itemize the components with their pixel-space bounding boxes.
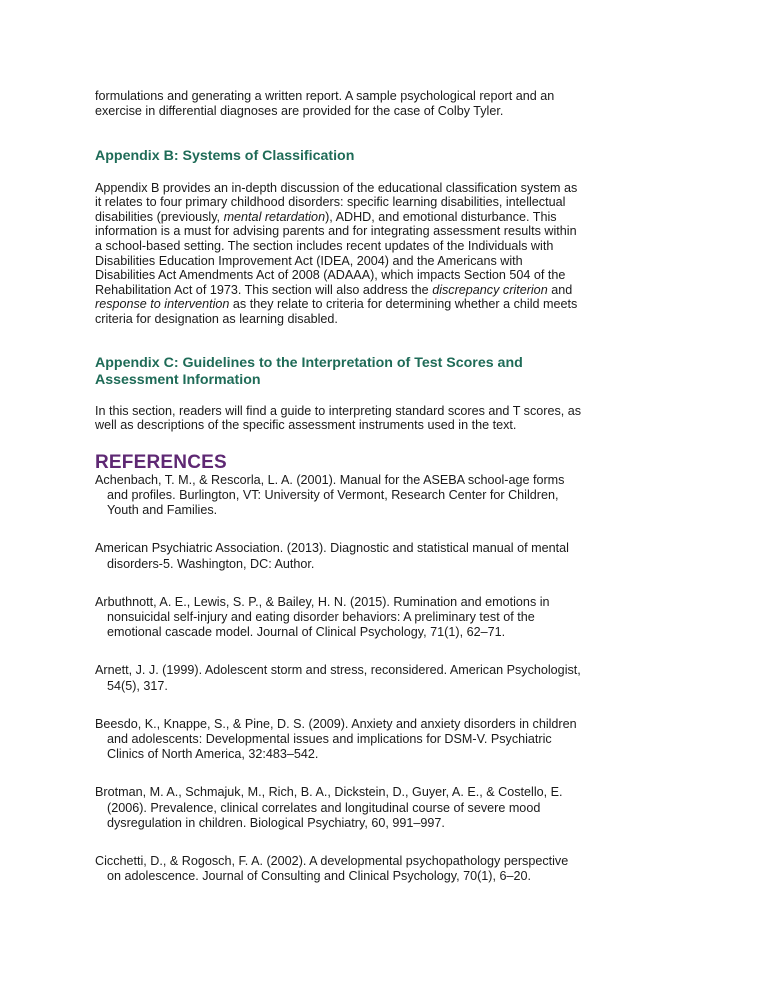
appendix-c-heading: Appendix C: Guidelines to the Interpretation of Test Scores and Assessment Information <box>95 354 523 389</box>
references-list <box>95 473 585 885</box>
references-heading: REFERENCES <box>95 451 227 473</box>
appendix-b-text-1: Appendix B provides an in-depth discussion of the educational classification system as it relates to four primary childhood disorders: specific learning disabilities, intellectual disabilities (previously, <box>95 180 578 224</box>
reference-item: Achenbach, T. M., & Rescorla, L. A. (2001). Manual for the ASEBA school-age forms and profiles. Burlington, VT: University of Vermont, Research Center for Children, Youth and Families. <box>95 472 565 518</box>
reference-item: Beesdo, K., Knappe, S., & Pine, D. S. (2009). Anxiety and anxiety disorders in children and adolescents: Developmental issues and implications for DSM-V. Psychiatric Clinics of North America, 32:483–542. <box>95 716 577 762</box>
appendix-b-text-3: and <box>547 282 573 297</box>
reference-item: Arnett, J. J. (1999). Adolescent storm and stress, reconsidered. American Psychologist, 54(5), 317. <box>95 663 581 693</box>
intro-paragraph: formulations and generating a written report. A sample psychological report and an exercise in differential diagnoses are provided for the case of Colby Tyler. <box>95 89 555 118</box>
appendix-b-text-2: ), ADHD, and emotional disturbance. This information is a must for advising parents and for integrating assessment results within a school-based setting. The section includes recent updates of the Individuals with Disabilities Education Improvement Act (IDEA, 2004) and the Americans with Disabilities Act Amendments Act of 2008 (ADAAA), which impacts Section 504 of the Rehabilitation Act of 1973. This section will also address the <box>95 209 577 297</box>
appendix-b-heading: Appendix B: Systems of Classification <box>95 148 355 165</box>
appendix-c-body: In this section, readers will find a guide to interpreting standard scores and T scores, as well as descriptions of the specific assessment instruments used in the text. <box>95 403 582 433</box>
appendix-b-body <box>95 181 585 327</box>
page-content <box>95 89 585 884</box>
reference-item: American Psychiatric Association. (2013). Diagnostic and statistical manual of mental disorders-5. Washington, DC: Author. <box>95 541 569 571</box>
appendix-b-italic-2: discrepancy criterion <box>432 282 548 297</box>
reference-item: Brotman, M. A., Schmajuk, M., Rich, B. A., Dickstein, D., Guyer, A. E., & Costello, E. (2006). Prevalence, clinical correlates and longitudinal course of severe mood dysregulation in children. Biological Psychiatry, 60, 991–997. <box>95 785 563 830</box>
appendix-b-italic-3: response to intervention <box>95 297 230 312</box>
appendix-b-text-4: as they relate to criteria for determining whether a child meets criteria for designation as learning disabled. <box>95 297 578 327</box>
reference-item: Cicchetti, D., & Rogosch, F. A. (2002). A developmental psychopathology perspective on adolescence. Journal of Consulting and Clinical Psychology, 70(1), 6–20. <box>95 854 569 884</box>
reference-item: Arbuthnott, A. E., Lewis, S. P., & Bailey, H. N. (2015). Rumination and emotions in nonsuicidal self-injury and eating disorder behaviors: A preliminary test of the emotional cascade model. Journal of Clinical Psychology, 71(1), 62–71. <box>95 594 550 640</box>
appendix-b-italic-1: mental retardation <box>223 209 326 224</box>
